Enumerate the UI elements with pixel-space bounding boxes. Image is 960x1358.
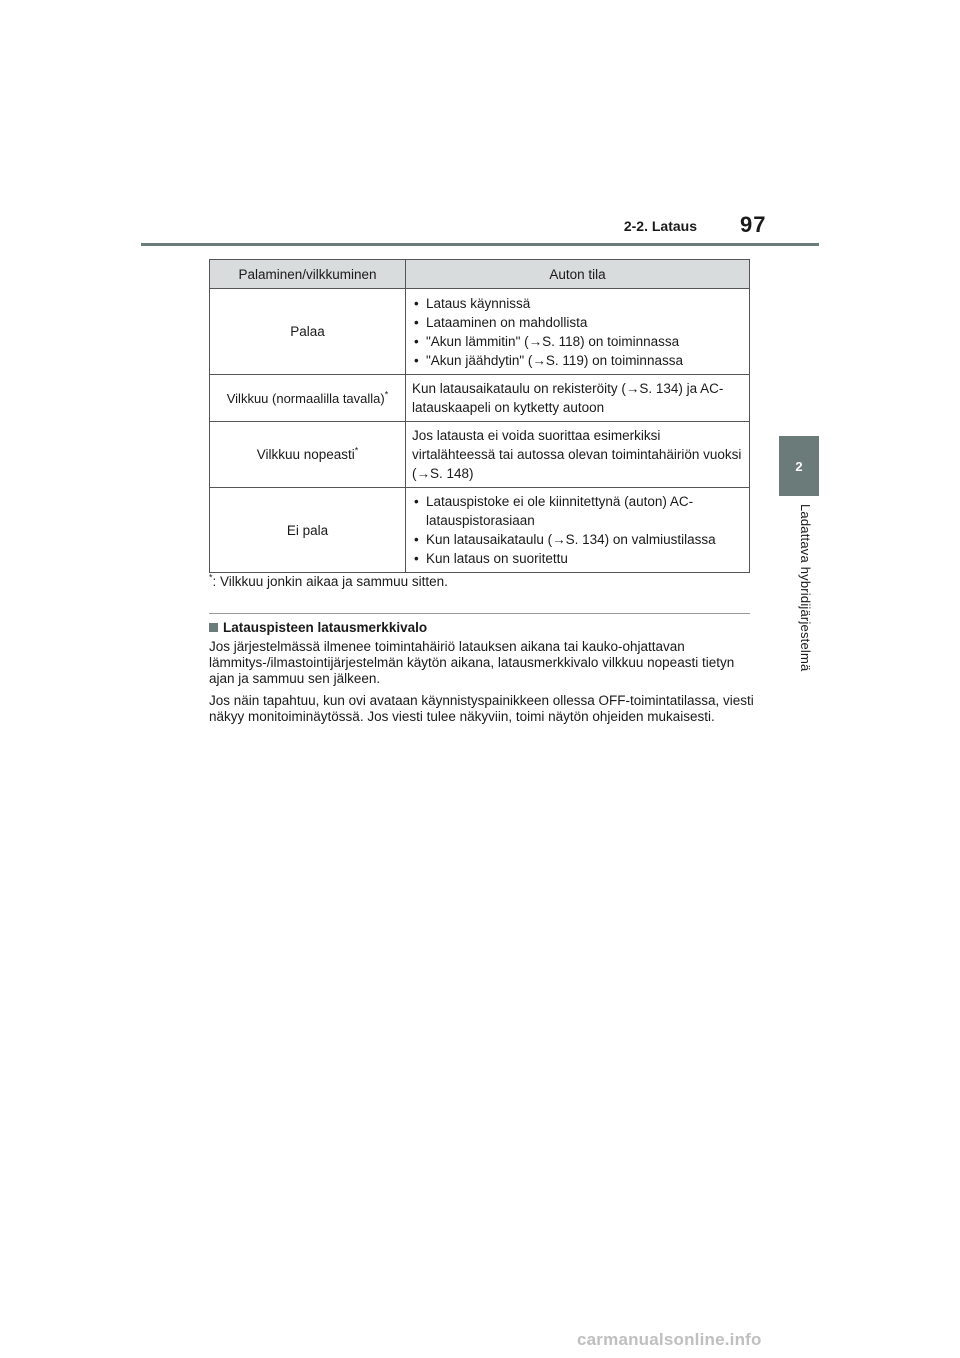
table-cell-state: Vilkkuu (normaalilla tavalla)* [210,375,406,422]
paragraph: Jos järjestelmässä ilmenee toimintahäiriö latauksen aikana tai kauko-ohjattavan lämmitys-/ilmastointijärjestelmän käytön aikana, latausmerkkivalo vilkkuu nopeasti tietyn ajan ja sammuu sen jälkeen. [209,639,735,686]
table-header-cell: Auton tila [406,260,750,289]
watermark: carmanualsonline.info [577,1330,762,1349]
footnote [209,574,448,589]
square-bullet-icon [209,623,218,632]
table-header-row [210,260,750,289]
chapter-tab[interactable] [779,436,819,496]
table-row [210,375,750,422]
table-cell-status [406,488,750,573]
list-item: • Lataus käynnissä [412,294,743,313]
table-cell-status: Jos latausta ei voida suorittaa esimerkiksi virtalähteessä tai autossa olevan toimintahäiriön vuoksi (→S. 148) [406,422,750,488]
table-cell-status: Kun latausaikataulu on rekisteröity (→S. 134) ja AC-latauskaapeli on kytketty autoon [406,375,750,422]
status-list [412,492,743,568]
footnote-marker: * [354,445,359,456]
list-item: • "Akun lämmitin" (→S. 118) on toiminnassa [412,332,743,351]
table-cell-state: Palaa [210,289,406,375]
footnote-marker: * [384,389,389,400]
table-cell-state: Ei pala [210,488,406,573]
indicator-status-table [209,259,750,573]
table-row [210,422,750,488]
footnote-text: : Vilkkuu jonkin aikaa ja sammuu sitten. [212,574,448,589]
page-number: 97 [740,212,767,237]
list-item: • Latauspistoke ei ole kiinnitettynä (auton) AC-latauspistorasiaan [412,492,743,530]
section-divider [209,613,750,614]
list-item: • Lataaminen on mahdollista [412,313,743,332]
status-list [412,294,743,370]
chapter-title: Ladattava hybridijärjestelmä [798,504,813,672]
section-heading-text: Latauspisteen latausmerkkivalo [223,620,428,635]
table-cell-state: Vilkkuu nopeasti* [210,422,406,488]
table-cell-status [406,289,750,375]
header-section-title: 2-2. Lataus [623,218,697,234]
list-item: • Kun lataus on suoritettu [412,549,743,568]
list-item: • "Akun jäähdytin" (→S. 119) on toiminnassa [412,351,743,370]
table-row [210,488,750,573]
section-heading [209,620,427,635]
chapter-number: 2 [795,458,803,474]
footnote-marker: * [209,572,213,583]
table-header-cell: Palaminen/vilkkuminen [210,260,406,289]
table-row [210,289,750,375]
header-divider [141,243,819,246]
list-item: • Kun latausaikataulu (→S. 134) on valmiustilassa [412,530,743,549]
paragraph: Jos näin tapahtuu, kun ovi avataan käynnistyspainikkeen ollessa OFF-toimintatilassa, viesti näkyy monitoiminäytössä. Jos viesti tulee näkyviin, toimi näytön ohjeiden mukaisesti. [209,693,754,724]
